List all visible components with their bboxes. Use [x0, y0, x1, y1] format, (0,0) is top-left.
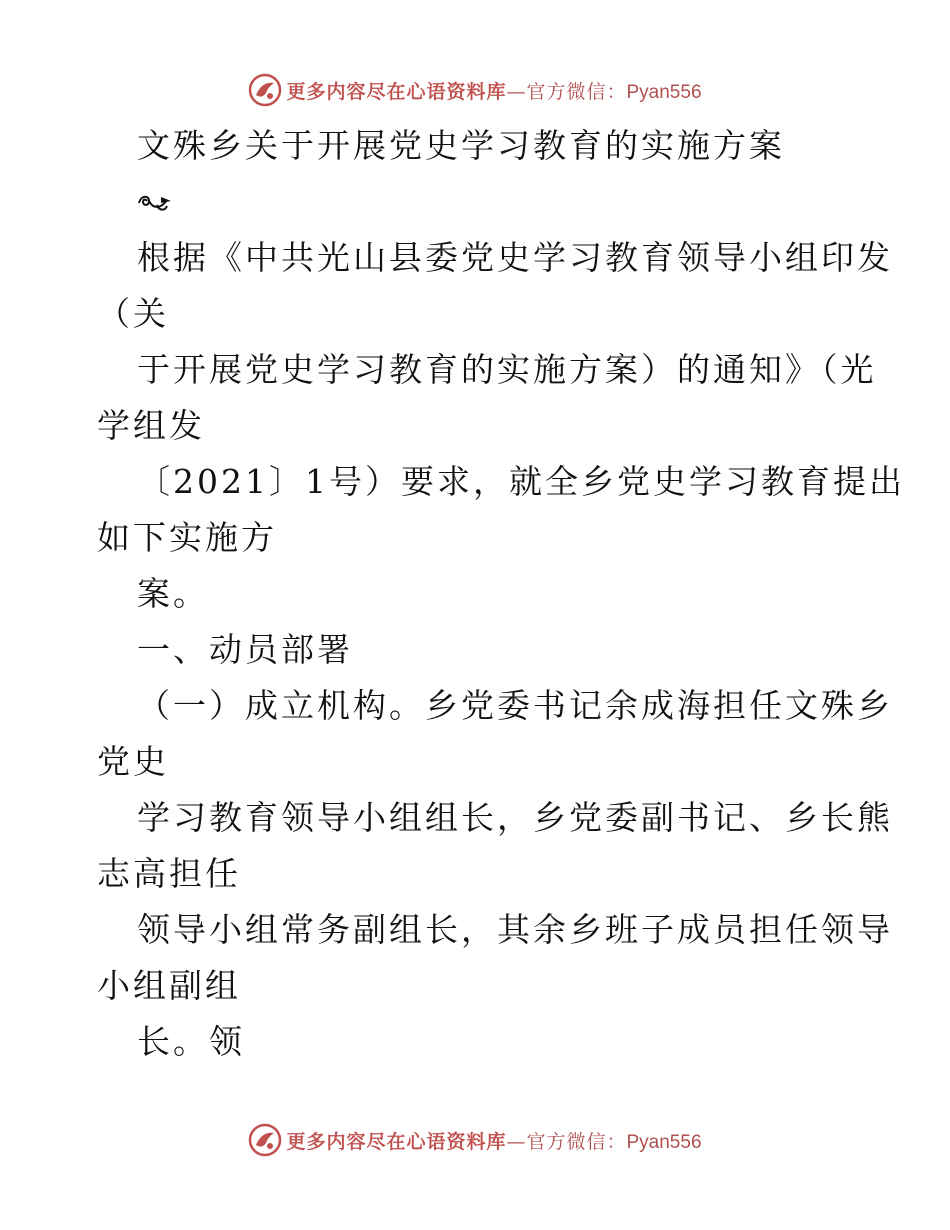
flourish-ornament-icon	[137, 191, 173, 213]
footer-banner	[0, 1120, 950, 1160]
banner-text	[286, 77, 701, 104]
body-line: 如下实施方	[97, 518, 277, 557]
body-line: 学组发	[97, 406, 205, 445]
body-line: 〔2021〕1号）要求，就全乡党史学习教育提出	[137, 462, 905, 501]
brand-logo-icon	[248, 1123, 282, 1157]
banner-separator: —	[506, 80, 527, 103]
banner-wechat-id: Pyan556	[626, 1131, 702, 1153]
body-line: 学习教育领导小组组长，乡党委副书记、乡长熊	[137, 798, 893, 837]
body-line: 长。领	[137, 1022, 245, 1061]
banner-wechat-id: Pyan556	[626, 81, 702, 103]
section-heading: 一、动员部署	[137, 630, 353, 669]
body-line: （关	[97, 294, 169, 333]
document-title: 文殊乡关于开展党史学习教育的实施方案	[137, 126, 785, 165]
banner-label: 官方微信：	[526, 1130, 627, 1153]
banner-brand: 更多内容尽在心语资料库	[286, 80, 507, 103]
body-line: 案。	[137, 574, 209, 613]
body-line: 于开展党史学习教育的实施方案）的通知》（光	[137, 350, 877, 389]
body-line: 志高担任	[97, 854, 241, 893]
banner-text	[286, 1127, 701, 1154]
banner-separator: —	[506, 1130, 527, 1153]
banner-brand: 更多内容尽在心语资料库	[286, 1130, 507, 1153]
body-line: （一）成立机构。乡党委书记余成海担任文殊乡	[137, 686, 893, 725]
body-line: 领导小组常务副组长，其余乡班子成员担任领导	[137, 910, 893, 949]
body-line: 党史	[97, 742, 169, 781]
ornament-row	[97, 174, 857, 230]
document-body	[97, 118, 905, 1070]
banner-label: 官方微信：	[526, 80, 627, 103]
body-line: 根据《中共光山县委党史学习教育领导小组印发	[137, 238, 893, 277]
header-banner	[0, 70, 950, 110]
body-line: 小组副组	[97, 966, 241, 1005]
brand-logo-icon	[248, 73, 282, 107]
